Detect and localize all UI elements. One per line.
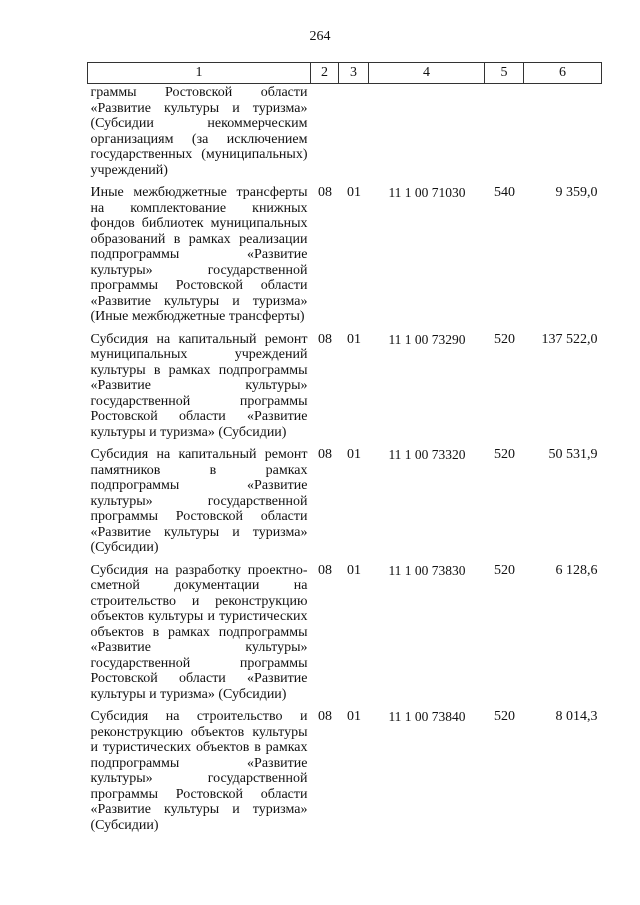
row-target-item: 11 1 00 73290: [388, 331, 466, 347]
row-amount: 8 014,3: [555, 709, 598, 724]
header-col-2: 2: [311, 63, 339, 84]
row-amount: 50 531,9: [548, 447, 598, 462]
row-subsection: 01: [347, 331, 361, 347]
row-subsection: 01: [347, 447, 361, 462]
table-row: [88, 444, 602, 560]
row-expense-type: 540: [494, 185, 515, 200]
row-expense-type: 520: [494, 709, 515, 724]
row-target-item: 11 1 00 71030: [388, 185, 466, 200]
row-target-item: 11 1 00 73320: [388, 447, 466, 462]
table-row: [88, 706, 602, 837]
row-subsection: 01: [347, 562, 361, 578]
page-number: 264: [309, 29, 331, 44]
row-amount: 9 359,0: [555, 185, 598, 200]
table-row: [88, 182, 602, 329]
row-expense-type: 520: [494, 447, 515, 462]
row-amount: 6 128,6: [555, 562, 598, 578]
budget-table: [87, 62, 602, 837]
row-section: 08: [318, 447, 332, 462]
row-target-item: 11 1 00 73840: [388, 709, 466, 724]
table-row: [88, 329, 602, 445]
table-body: [88, 84, 602, 838]
row-section: 08: [318, 562, 332, 578]
row-description: Субсидия на строительство и реконструкцию объектов культуры и туристических объектов в рамках подпрограммы «Развитие культуры» государственной программы Ростовской области «Развитие культуры и туризма» (Субсидии): [90, 709, 308, 833]
row-target-item: 11 1 00 73830: [388, 562, 466, 578]
header-col-6: 6: [524, 63, 602, 84]
row-section: 08: [318, 331, 332, 347]
header-col-1: 1: [88, 63, 311, 84]
header-col-4: 4: [369, 63, 485, 84]
table-header: [88, 63, 602, 84]
table-row: [88, 560, 602, 707]
header-col-5: 5: [485, 63, 524, 84]
continuation-row: [88, 84, 602, 183]
row-section: 08: [318, 709, 332, 724]
row-description: Иные межбюджетные трансферты на комплектование книжных фондов библиотек муниципальных образований в рамках реализации подпрограммы «Развитие культуры» государственной программы Ростовской области «Развитие культуры и туризма» (Иные межбюджетные трансферты): [90, 185, 308, 324]
row-description: Субсидия на разработку проектно-сметной документации на строительство и реконструкцию объектов культуры и туристических объектов в рамках подпрограммы «Развитие культуры» государственной программы Ростовской области «Развитие культуры и туризма» (Субсидии): [90, 562, 308, 702]
row-section: 08: [318, 185, 332, 200]
row-description: Субсидия на капитальный ремонт муниципальных учреждений культуры в рамках подпрограммы «Развитие культуры» государственной программы Ростовской области «Развитие культуры и туризма» (Субсидии): [90, 331, 308, 440]
row-subsection: 01: [347, 709, 361, 724]
row-expense-type: 520: [494, 562, 515, 578]
row-description: Субсидия на капитальный ремонт памятников в рамках подпрограммы «Развитие культуры» государственной программы Ростовской области «Развитие культуры и туризма» (Субсидии): [90, 447, 308, 555]
row-subsection: 01: [347, 185, 361, 200]
row-expense-type: 520: [494, 331, 515, 347]
continuation-text: граммы Ростовской области «Развитие культуры и туризма» (Субсидии некоммерческим организациям (за исключением государственных (муниципальных) учреждений): [90, 85, 308, 178]
row-amount: 137 522,0: [541, 331, 598, 347]
header-row: [88, 63, 602, 84]
header-col-3: 3: [339, 63, 369, 84]
